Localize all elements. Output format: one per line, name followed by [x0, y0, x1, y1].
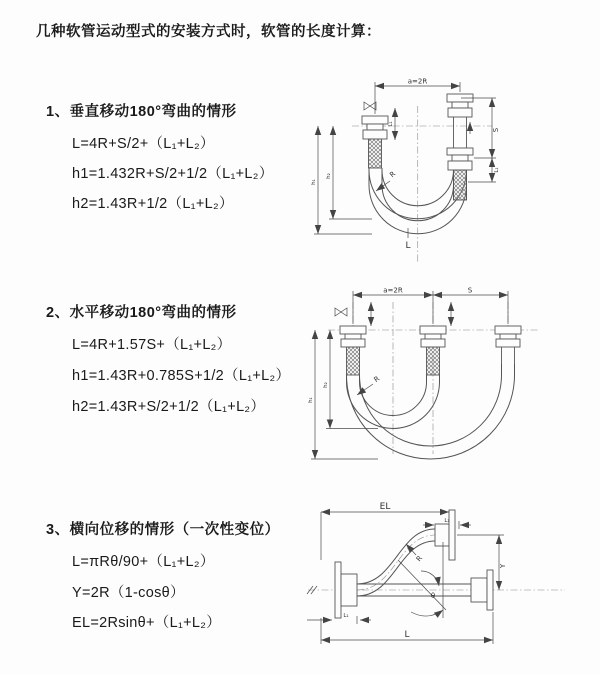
- section-1-heading: 1、垂直移动180°弯曲的情形: [46, 104, 237, 120]
- valve-symbol-icon: [335, 308, 347, 316]
- section-3-heading: 3、横向位移的情形（一次性变位）: [46, 522, 280, 538]
- flange-fittings: [335, 510, 493, 618]
- dimension-lines: [314, 82, 496, 238]
- dim-label-r: R: [414, 554, 425, 564]
- dim-label-h1: h₁: [308, 397, 314, 403]
- dim-label-s: S: [467, 286, 473, 295]
- section-2-heading: 2、水平移动180°弯曲的情形: [46, 305, 237, 321]
- dim-label-y: Y: [499, 563, 507, 569]
- diagram-3-labels: [343, 502, 507, 640]
- dim-label-h1: h₁: [311, 179, 317, 185]
- diagram-2-labels: [308, 287, 473, 403]
- page-title: 几种软管运动型式的安装方式时，软管的长度计算：: [36, 24, 381, 40]
- dim-label-s: S: [492, 127, 500, 133]
- valve-symbol-icon: [364, 102, 376, 110]
- dim-label-h2: h₂: [323, 382, 329, 388]
- section-3-formula-EL: EL=2Rsinθ+（L₁+L₂）: [72, 615, 222, 631]
- dim-label-theta: θ: [430, 592, 436, 600]
- dim-label-r: R: [372, 374, 382, 385]
- dim-label-r: R: [388, 169, 398, 180]
- section-2-formula-h1: h1=1.43R+0.785S+1/2（L₁+L₂）: [72, 368, 291, 384]
- flange-fittings: [340, 326, 521, 375]
- diagram-vertical-180-bend: [300, 70, 600, 270]
- dim-label-a2r: a=2R: [407, 77, 428, 86]
- hose-curves: [347, 364, 515, 459]
- dim-label-l1-bottom: L₁: [343, 613, 349, 619]
- dim-label-a2r: a=2R: [383, 286, 403, 295]
- dimension-lines: [311, 291, 508, 459]
- diagram-lateral-displacement: [303, 498, 598, 660]
- dim-label-l1-left: L₁: [388, 121, 394, 127]
- dim-label-l1-top: L₁: [444, 518, 450, 524]
- dim-label-h2: h₂: [326, 173, 332, 179]
- dim-label-l1-right: L₁: [494, 167, 500, 173]
- dim-label-l: L: [404, 630, 410, 640]
- dim-label-el: EL: [379, 502, 391, 512]
- section-1-formula-h2: h2=1.43R+1/2（L₁+L₂）: [72, 196, 234, 212]
- section-1-formula-h1: h1=1.432R+S/2+1/2（L₁+L₂）: [72, 166, 274, 182]
- dim-label-l: L: [405, 241, 411, 251]
- section-1-formula-L: L=4R+S/2+（L₁+L₂）: [72, 136, 215, 152]
- diagram-horizontal-180-bend: [303, 282, 600, 464]
- section-3-formula-L: L=πRθ/90+（L₁+L₂）: [72, 554, 215, 570]
- section-2-formula-L: L=4R+1.57S+（L₁+L₂）: [72, 337, 232, 353]
- section-3-formula-Y: Y=2R（1-cosθ）: [72, 585, 185, 601]
- section-2-formula-h2: h2=1.43R+S/2+1/2（L₁+L₂）: [72, 399, 266, 415]
